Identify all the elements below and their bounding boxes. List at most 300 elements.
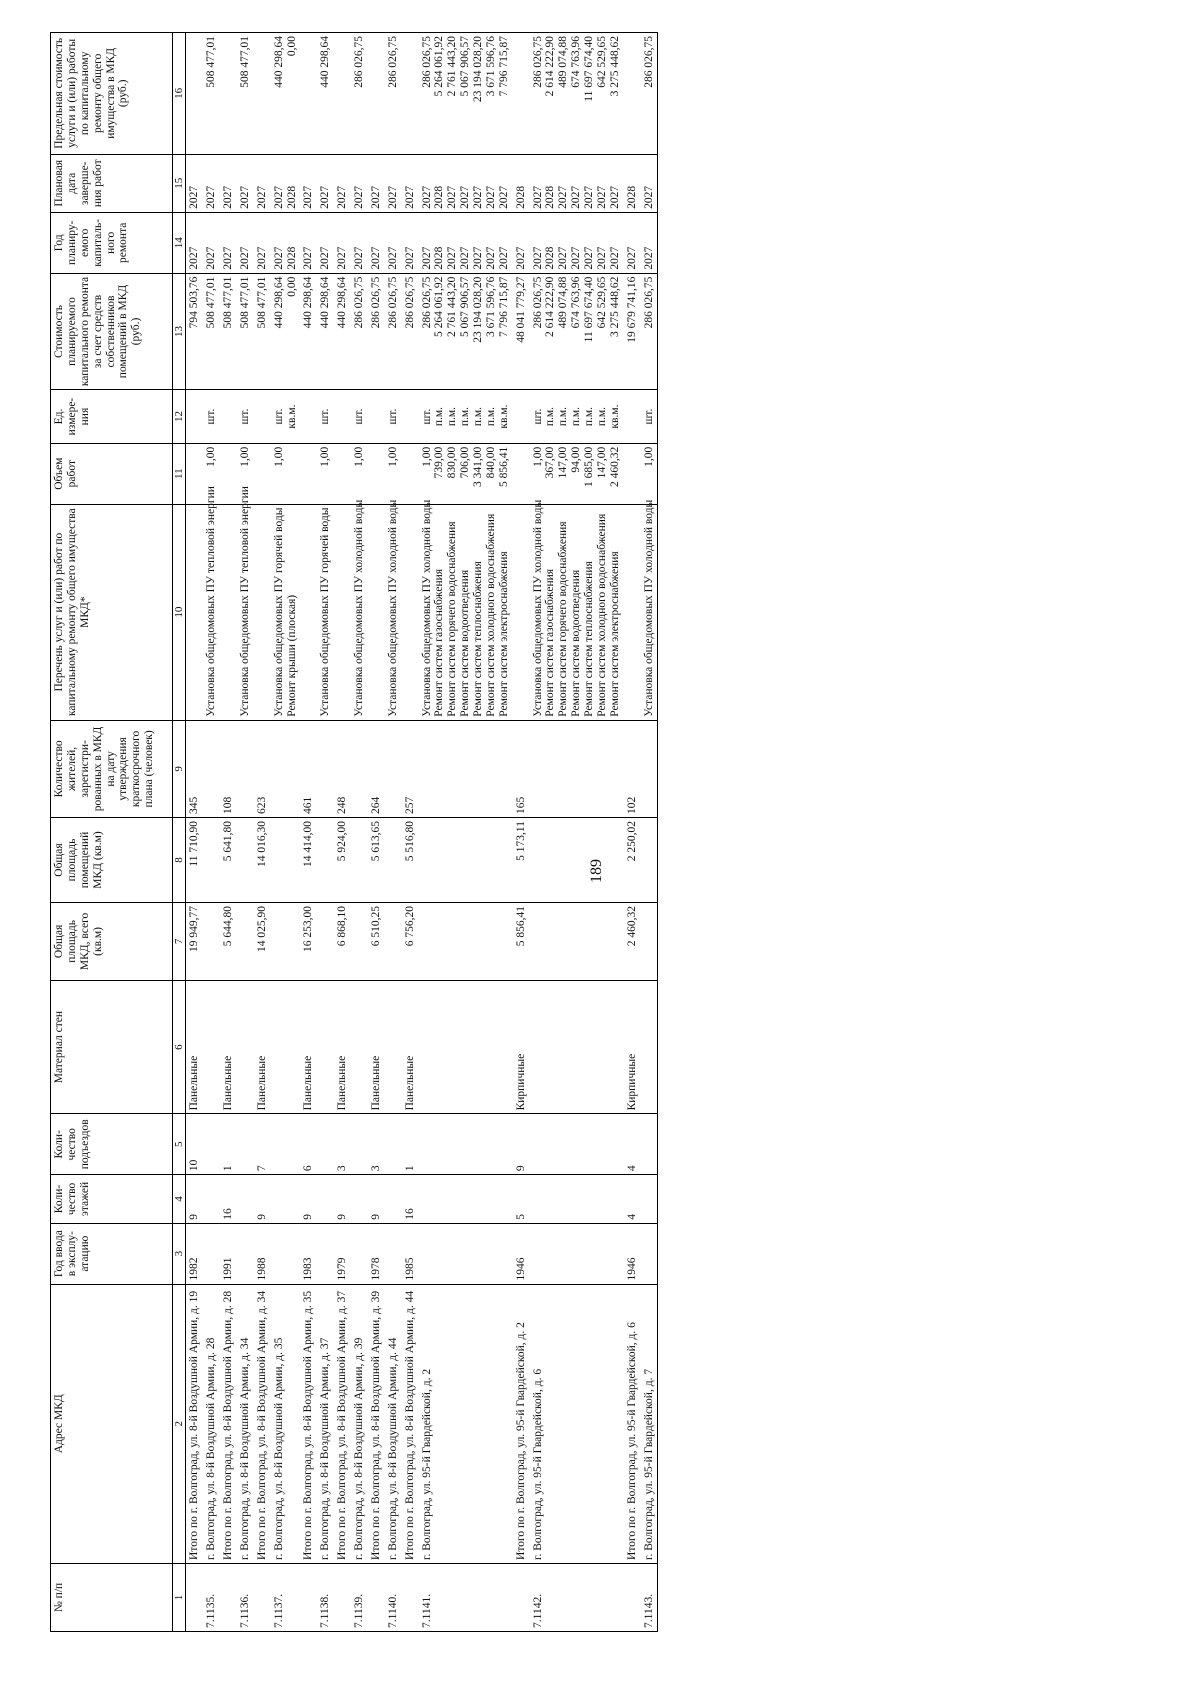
- cell-line: 1 685,00: [583, 446, 596, 488]
- cell-area-total: [317, 903, 334, 981]
- cell-line: шт.: [420, 408, 433, 425]
- cell-line: 2027: [336, 185, 349, 209]
- cell-units: [513, 390, 530, 443]
- cell-year: 1991: [220, 1223, 237, 1284]
- table-row: [368, 33, 385, 1632]
- cell-line: Установка общедомовых ПУ холодной воды: [531, 499, 544, 717]
- cell-area-total: 16 253,00: [300, 903, 317, 981]
- table-row: [317, 33, 334, 1632]
- cell-line: Установка общедомовых ПУ холодной воды: [642, 499, 655, 717]
- cell-limits: [186, 33, 203, 155]
- cell-line: п.м.: [595, 406, 608, 427]
- cell-limits: [254, 33, 271, 155]
- cell-num: 7.1135.: [203, 1563, 220, 1631]
- cell-line: Установка общедомовых ПУ холодной воды: [420, 499, 433, 717]
- cell-line: Установка общедомовых ПУ холодной воды: [386, 499, 399, 717]
- cell-limits: [271, 33, 301, 155]
- cell-line: 2027: [595, 246, 608, 270]
- cell-addr: Итого по г. Волгоград, ул. 8-й Воздушной Армии, д. 34: [254, 1284, 271, 1563]
- cell-addr: Итого по г. Волгоград, ул. 8-й Воздушной Армии, д. 39: [368, 1284, 385, 1563]
- cell-line: 19 679 741,16: [625, 276, 638, 343]
- cell-area-prem: [641, 817, 658, 902]
- cell-line: Установка общедомовых ПУ тепловой энергии: [205, 486, 218, 717]
- cell-line: Ремонт систем теплоснабжения: [472, 561, 485, 717]
- cell-limits: [334, 33, 351, 155]
- cell-units: [237, 390, 254, 443]
- cell-entr: 7: [254, 1114, 271, 1175]
- cell-costs: [385, 273, 402, 390]
- cell-line: 2027: [205, 246, 218, 270]
- cell-line: 2027: [642, 246, 655, 270]
- cell-line: 0,00: [285, 276, 298, 297]
- header-cell: Год ввода в эксплу-атацию: [51, 1223, 173, 1284]
- cell-line: 286 026,75: [420, 276, 433, 329]
- column-number: 11: [173, 443, 186, 504]
- cell-residents: 345: [186, 720, 203, 817]
- cell-line: 2027: [353, 185, 366, 209]
- cell-plan-years: [271, 212, 301, 273]
- cell-area-total: 5 644,80: [220, 903, 237, 981]
- cell-line: 2027: [188, 246, 201, 270]
- cell-area-total: 6 868,10: [334, 903, 351, 981]
- cell-end-dates: [317, 154, 334, 212]
- cell-volumes: [641, 443, 658, 504]
- cell-works: [203, 486, 220, 720]
- cell-area-total: 6 510,25: [368, 903, 385, 981]
- cell-line: 2028: [544, 185, 557, 209]
- cell-addr: г. Волгоград, ул. 8-й Воздушной Армии, д. 44: [385, 1284, 402, 1563]
- cell-residents: [203, 720, 220, 817]
- table-row: [334, 33, 351, 1632]
- cell-works: [317, 504, 334, 720]
- cell-volumes: [271, 443, 301, 504]
- cell-line: 2028: [544, 246, 557, 270]
- cell-floors: [203, 1175, 220, 1224]
- cell-mat: [203, 980, 220, 1114]
- cell-plan-years: [317, 212, 334, 273]
- cell-line: п.м.: [446, 406, 459, 427]
- cell-year: 1988: [254, 1223, 271, 1284]
- cell-line: 440 298,64: [336, 276, 349, 329]
- cell-line: 94,00: [570, 446, 583, 473]
- cell-num: 7.1143.: [641, 1563, 658, 1631]
- cell-floors: [317, 1175, 334, 1224]
- cell-line: п.м.: [583, 406, 596, 427]
- cell-area-total: [530, 903, 624, 981]
- cell-limits: [317, 33, 334, 155]
- cell-works: [385, 499, 402, 720]
- cell-area-prem: 14 414,00: [300, 817, 317, 902]
- cell-floors: [351, 1175, 368, 1224]
- header-cell: Общая площадь МКД, всего (кв.м): [51, 903, 173, 981]
- cell-mat: Кирпичные: [624, 980, 641, 1114]
- cell-units: [271, 390, 301, 443]
- cell-costs: [186, 273, 203, 390]
- table-row: [530, 33, 624, 1632]
- cell-line: 489 074,88: [557, 276, 570, 329]
- cell-num: [186, 1563, 203, 1631]
- cell-line: 7 796 715,87: [497, 276, 510, 338]
- cell-volumes: [385, 443, 402, 504]
- cell-line: 508 477,01: [238, 276, 251, 329]
- cell-year: [271, 1223, 301, 1284]
- cell-limits: [419, 33, 513, 155]
- cell-year: 1979: [334, 1223, 351, 1284]
- cell-line: 1,00: [386, 446, 399, 467]
- cell-limits: [385, 33, 402, 155]
- cell-line: 2027: [403, 246, 416, 270]
- cell-entr: [530, 1114, 624, 1175]
- cell-line: 508 477,01: [255, 276, 268, 329]
- cell-entr: 3: [334, 1114, 351, 1175]
- cell-num: 7.1142.: [530, 1563, 624, 1631]
- cell-works: [186, 504, 203, 720]
- cell-residents: 257: [402, 720, 419, 817]
- cell-line: 2027: [583, 246, 596, 270]
- cell-line: 2 761 443,20: [446, 276, 459, 338]
- cell-residents: 102: [624, 720, 641, 817]
- cell-line: шт.: [205, 408, 218, 425]
- cell-line: 2027: [472, 185, 485, 209]
- cell-limits: [203, 33, 220, 155]
- cell-units: [402, 390, 419, 443]
- cell-line: Ремонт систем электроснабжения: [497, 551, 510, 717]
- cell-line: 2028: [285, 246, 298, 270]
- cell-line: 2027: [570, 185, 583, 209]
- cell-line: Ремонт систем горячего водоснабжения: [557, 521, 570, 717]
- cell-entr: 1: [402, 1114, 419, 1175]
- cell-line: 2027: [272, 246, 285, 270]
- cell-costs: [351, 273, 368, 390]
- cell-line: 2027: [420, 185, 433, 209]
- cell-mat: [271, 980, 301, 1114]
- cell-area-total: [203, 903, 220, 981]
- cell-area-prem: [351, 817, 368, 902]
- cell-residents: 248: [334, 720, 351, 817]
- table-row: [271, 33, 301, 1632]
- cell-mat: [419, 980, 513, 1114]
- header-cell: Коли-чество этажей: [51, 1175, 173, 1224]
- cell-line: п.м.: [433, 406, 446, 427]
- cell-area-total: [641, 903, 658, 981]
- cell-line: 508 477,01: [205, 36, 218, 88]
- cell-entr: [419, 1114, 513, 1175]
- cell-limits: [237, 33, 254, 155]
- cell-line: 7 796 715,87: [497, 36, 510, 97]
- cell-units: [334, 390, 351, 443]
- cell-end-dates: [186, 154, 203, 212]
- cell-costs: [334, 273, 351, 390]
- cell-num: [300, 1563, 317, 1631]
- cell-line: Ремонт систем водоотведения: [570, 569, 583, 717]
- cell-end-dates: [351, 154, 368, 212]
- cell-plan-years: [530, 212, 624, 273]
- cell-floors: [641, 1175, 658, 1224]
- cell-entr: 1: [220, 1114, 237, 1175]
- cell-num: 7.1140.: [385, 1563, 402, 1631]
- cell-area-prem: [237, 817, 254, 902]
- cell-line: 2027: [608, 246, 621, 270]
- cell-addr: г. Волгоград, ул. 95-й Гвардейской, д. 2: [419, 1284, 513, 1563]
- cell-line: 642 529,65: [595, 276, 608, 329]
- cell-line: 11 697 674,40: [583, 276, 596, 343]
- cell-line: кв.м.: [285, 404, 298, 429]
- cell-floors: [530, 1175, 624, 1224]
- column-number: 10: [173, 504, 186, 720]
- column-number: 2: [173, 1284, 186, 1563]
- cell-line: 1,00: [272, 446, 285, 467]
- cell-end-dates: [641, 154, 658, 212]
- cell-works: [402, 504, 419, 720]
- cell-line: 440 298,64: [272, 276, 285, 329]
- cell-costs: [641, 273, 658, 390]
- cell-line: Установка общедомовых ПУ горячей воды: [272, 507, 285, 717]
- cell-line: 2028: [625, 185, 638, 209]
- header-cell: Материал стен: [51, 980, 173, 1114]
- cell-year: [641, 1223, 658, 1284]
- cell-line: 0,00: [285, 36, 298, 57]
- cell-line: 286 026,75: [353, 276, 366, 329]
- cell-line: Установка общедомовых ПУ горячей воды: [319, 507, 332, 717]
- cell-works: [237, 486, 254, 720]
- cell-line: 286 026,75: [642, 36, 655, 88]
- cell-line: 1,00: [353, 446, 366, 467]
- cell-mat: Панельные: [254, 980, 271, 1114]
- cell-costs: [237, 273, 254, 390]
- cell-line: Ремонт систем водоотведения: [459, 569, 472, 717]
- cell-num: 7.1141.: [419, 1563, 513, 1631]
- cell-units: [530, 390, 624, 443]
- cell-residents: [641, 720, 658, 817]
- cell-area-prem: [419, 817, 513, 902]
- cell-plan-years: [624, 212, 641, 273]
- cell-line: 2027: [386, 185, 399, 209]
- cell-residents: [351, 720, 368, 817]
- cell-line: Ремонт систем теплоснабжения: [583, 561, 596, 717]
- cell-line: 2 614 222,90: [544, 276, 557, 338]
- cell-area-prem: [385, 817, 402, 902]
- cell-line: 2027: [188, 185, 201, 209]
- cell-line: Ремонт систем газоснабжения: [544, 568, 557, 717]
- cell-line: 2027: [514, 246, 527, 270]
- cell-plan-years: [334, 212, 351, 273]
- cell-mat: [351, 980, 368, 1114]
- cell-end-dates: [419, 154, 513, 212]
- cell-end-dates: [334, 154, 351, 212]
- cell-area-total: 14 025,90: [254, 903, 271, 981]
- cell-mat: Панельные: [334, 980, 351, 1114]
- cell-line: 2027: [319, 185, 332, 209]
- cell-line: 2027: [302, 246, 315, 270]
- cell-floors: [271, 1175, 301, 1224]
- cell-mat: Панельные: [300, 980, 317, 1114]
- column-number: 7: [173, 903, 186, 981]
- cell-line: 23 194 028,20: [472, 276, 485, 343]
- cell-costs: [271, 273, 301, 390]
- cell-costs: [530, 273, 624, 390]
- cell-plan-years: [351, 212, 368, 273]
- cell-residents: [237, 720, 254, 817]
- cell-line: 440 298,64: [272, 36, 285, 88]
- cell-line: 5 856,41: [497, 446, 510, 488]
- cell-addr: г. Волгоград, ул. 8-й Воздушной Армии, д. 28: [203, 1284, 220, 1563]
- cell-limits: [513, 33, 530, 155]
- cell-end-dates: [237, 154, 254, 212]
- cell-line: шт.: [531, 408, 544, 425]
- cell-line: 5 067 906,57: [459, 36, 472, 97]
- cell-plan-years: [641, 212, 658, 273]
- cell-works: [254, 504, 271, 720]
- cell-units: [203, 390, 220, 443]
- cell-year: 1946: [624, 1223, 641, 1284]
- table-row: [624, 33, 641, 1632]
- table-row: [351, 33, 368, 1632]
- cell-units: [624, 390, 641, 443]
- page-number: 189: [588, 859, 605, 883]
- cell-costs: [624, 273, 641, 390]
- cell-volumes: [624, 443, 641, 504]
- header-cell: № п/п: [51, 1563, 173, 1631]
- cell-line: 2028: [285, 185, 298, 209]
- cell-line: кв.м.: [497, 404, 510, 429]
- cell-end-dates: [385, 154, 402, 212]
- header-cell: Количество жителей, зарегистри-рованных в МКД на дату утверждения краткосрочного плана (человек): [51, 720, 173, 817]
- cell-area-prem: 11 710,90: [186, 817, 203, 902]
- cell-area-prem: 5 613,65: [368, 817, 385, 902]
- cell-end-dates: [203, 154, 220, 212]
- cell-line: 2027: [369, 185, 382, 209]
- cell-plan-years: [203, 212, 220, 273]
- cell-units: [641, 390, 658, 443]
- cell-line: 2027: [369, 246, 382, 270]
- header-row: [51, 33, 173, 1632]
- cell-costs: [513, 273, 530, 390]
- cell-end-dates: [530, 154, 624, 212]
- cell-line: 3 671 596,76: [484, 36, 497, 97]
- cell-entr: [203, 1114, 220, 1175]
- cell-line: шт.: [272, 408, 285, 425]
- cell-line: 5 067 906,57: [459, 276, 472, 338]
- cell-costs: [203, 273, 220, 390]
- cell-area-total: [419, 903, 513, 981]
- cell-line: 286 026,75: [353, 36, 366, 88]
- cell-line: 2027: [484, 185, 497, 209]
- cell-num: [402, 1563, 419, 1631]
- cell-year: 1946: [513, 1223, 530, 1284]
- table-row: [513, 33, 530, 1632]
- cell-line: 286 026,75: [386, 36, 399, 88]
- cell-mat: Панельные: [220, 980, 237, 1114]
- cell-mat: Панельные: [368, 980, 385, 1114]
- cell-line: 2027: [595, 185, 608, 209]
- table-row: [402, 33, 419, 1632]
- cell-limits: [530, 33, 624, 155]
- cell-line: 2027: [472, 246, 485, 270]
- cell-floors: 9: [254, 1175, 271, 1224]
- cell-line: шт.: [319, 408, 332, 425]
- cell-works: [624, 504, 641, 720]
- cell-line: 1,00: [531, 446, 544, 467]
- cell-area-prem: 14 016,30: [254, 817, 271, 902]
- cell-area-prem: 5 641,80: [220, 817, 237, 902]
- cell-line: 739,00: [433, 446, 446, 479]
- cell-addr: г. Волгоград, ул. 95-й Гвардейской, д. 6: [530, 1284, 624, 1563]
- header-cell: Перечень услуг и (или) работ по капитальному ремонту общего имущества МКД*: [51, 504, 173, 720]
- cell-mat: [237, 980, 254, 1114]
- cell-volumes: [317, 443, 334, 504]
- header-cell: Стоимость планируемого капитального ремонта за счет средств собственников помещений в МКД (руб.): [51, 273, 173, 390]
- cell-line: 286 026,75: [369, 276, 382, 329]
- cell-line: Ремонт систем газоснабжения: [433, 568, 446, 717]
- cell-volumes: [300, 443, 317, 504]
- cell-line: 2 761 443,20: [446, 36, 459, 97]
- cell-costs: [254, 273, 271, 390]
- cell-line: 2027: [336, 246, 349, 270]
- cell-line: 2 614 222,90: [544, 36, 557, 97]
- cell-entr: [351, 1114, 368, 1175]
- cell-volumes: [334, 443, 351, 504]
- cell-entr: [271, 1114, 301, 1175]
- cell-year: [530, 1223, 624, 1284]
- cell-line: 48 041 779,27: [514, 276, 527, 343]
- cell-addr: г. Волгоград, ул. 8-й Воздушной Армии, д. 37: [317, 1284, 334, 1563]
- cell-line: 706,00: [459, 446, 472, 479]
- cell-entr: [385, 1114, 402, 1175]
- cell-end-dates: [220, 154, 237, 212]
- cell-line: 23 194 028,20: [472, 36, 485, 103]
- cell-residents: [317, 720, 334, 817]
- capital-repair-table: [50, 32, 658, 1632]
- cell-plan-years: [368, 212, 385, 273]
- table-row: [186, 33, 203, 1632]
- cell-line: Ремонт систем горячего водоснабжения: [446, 521, 459, 717]
- cell-costs: [402, 273, 419, 390]
- cell-addr: г. Волгоград, ул. 8-й Воздушной Армии, д. 35: [271, 1284, 301, 1563]
- cell-limits: [300, 33, 317, 155]
- cell-plan-years: [402, 212, 419, 273]
- cell-line: 674 763,96: [570, 36, 583, 88]
- cell-year: [419, 1223, 513, 1284]
- cell-line: 1,00: [205, 446, 218, 467]
- cell-line: 508 477,01: [205, 276, 218, 329]
- cell-entr: [237, 1114, 254, 1175]
- cell-floors: [419, 1175, 513, 1224]
- cell-line: шт.: [642, 408, 655, 425]
- cell-line: 2027: [238, 246, 251, 270]
- cell-residents: 108: [220, 720, 237, 817]
- header-cell: Плановая дата заверше-ния работ: [51, 154, 173, 212]
- cell-line: 2027: [484, 246, 497, 270]
- cell-units: [368, 390, 385, 443]
- cell-volumes: [419, 443, 513, 504]
- cell-volumes: [368, 443, 385, 504]
- cell-addr: г. Волгоград, ул. 8-й Воздушной Армии, д. 39: [351, 1284, 368, 1563]
- cell-residents: 165: [513, 720, 530, 817]
- cell-plan-years: [254, 212, 271, 273]
- cell-units: [300, 390, 317, 443]
- cell-plan-years: [513, 212, 530, 273]
- table-row: [254, 33, 271, 1632]
- table-row: [300, 33, 317, 1632]
- cell-line: п.м.: [459, 406, 472, 427]
- cell-area-total: [237, 903, 254, 981]
- cell-line: 2027: [353, 246, 366, 270]
- cell-line: 440 298,64: [302, 276, 315, 329]
- cell-mat: Кирпичные: [513, 980, 530, 1114]
- cell-line: Ремонт систем холодного водоснабжения: [484, 513, 497, 717]
- cell-area-prem: [271, 817, 301, 902]
- cell-mat: [530, 980, 624, 1114]
